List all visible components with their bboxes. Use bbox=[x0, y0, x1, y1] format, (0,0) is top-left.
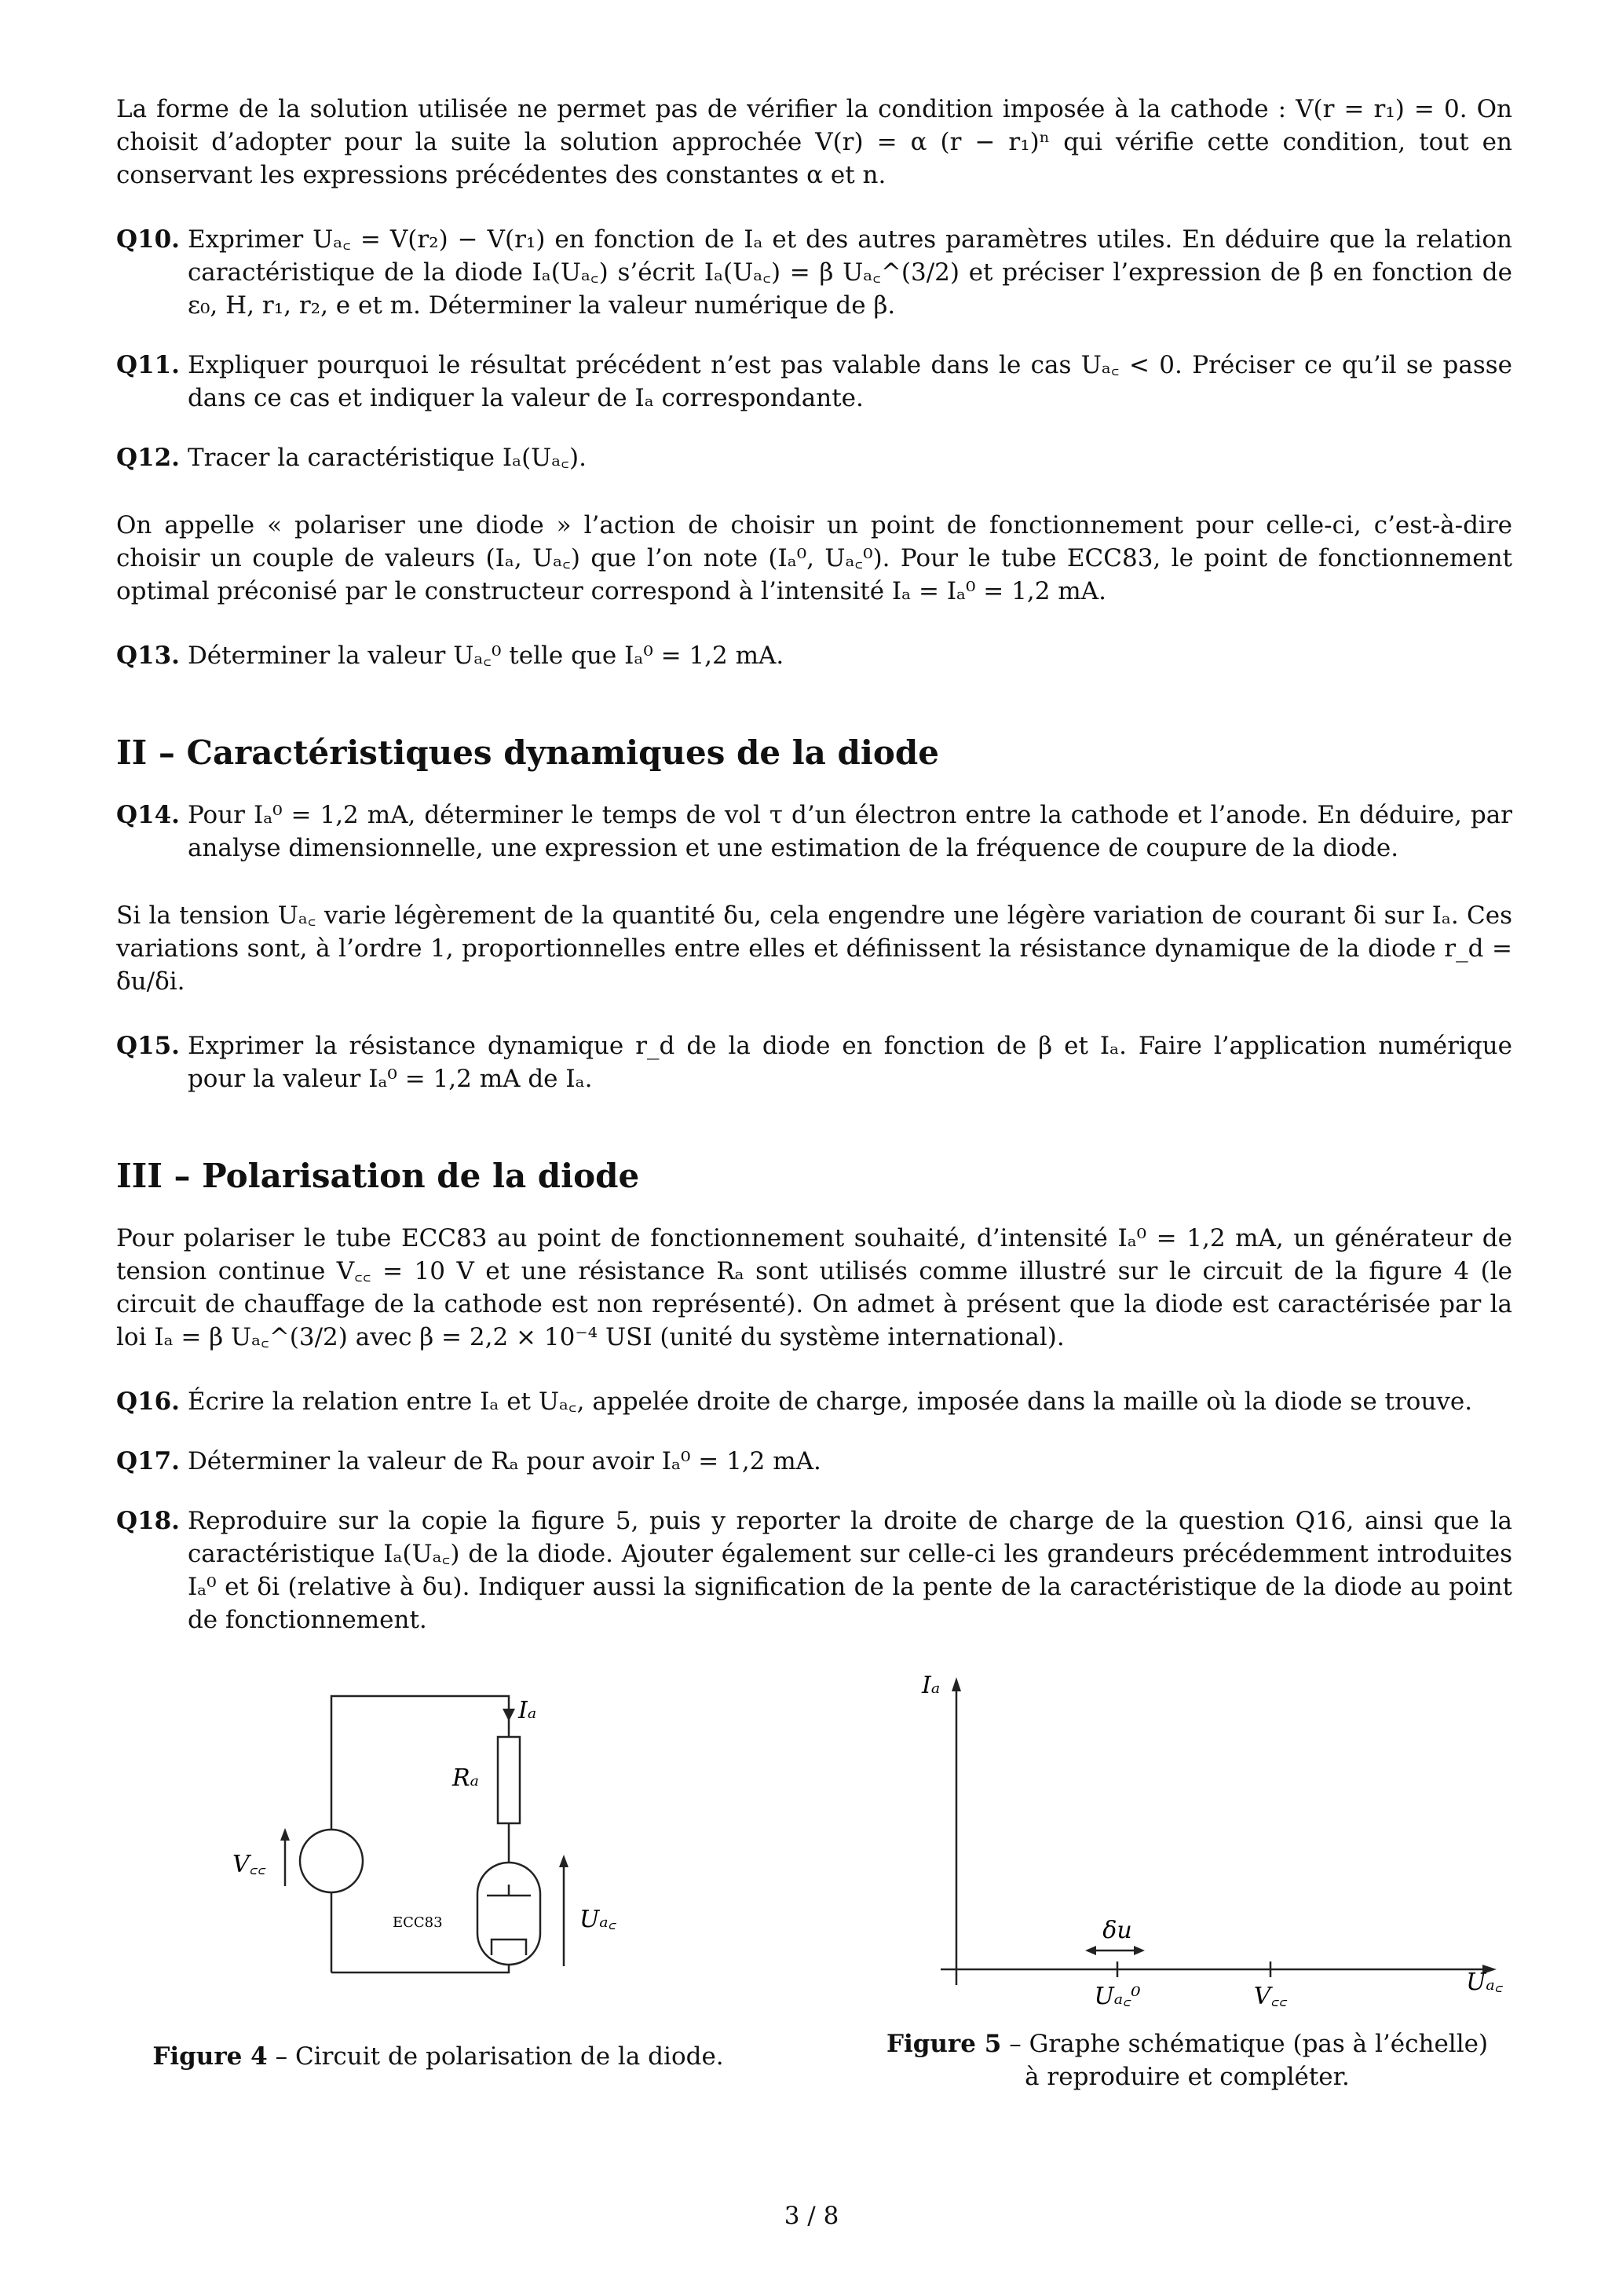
question-q17 bbox=[116, 1445, 1512, 1478]
question-q13 bbox=[116, 639, 1512, 672]
polarisation-paragraph: Pour polariser le tube ECC83 au point de fonctionnement souhaité, d’intensité Iₐ⁰ = 1,2 mA, un générateur de tension continue V꜀꜀ = 10 V et une résistance Rₐ sont utilisés comme illustré sur le circuit de la figure 4 (le circuit de chauffage de la cathode est non représenté). On admet à présent que la diode est caractérisée par la loi Iₐ = β Uₐ꜀^(3/2) avec β = 2,2 × 10⁻⁴ USI (unité du système international). bbox=[116, 1224, 1512, 1351]
label-ecc83: ECC83 bbox=[393, 1914, 443, 1931]
caption-label: Figure 4 bbox=[152, 2042, 268, 2071]
page-number: 3 / 8 bbox=[784, 2202, 839, 2230]
question-q11 bbox=[116, 349, 1512, 415]
question-q15 bbox=[116, 1029, 1512, 1095]
section-3-title: III – Polarisation de la diode bbox=[116, 1157, 640, 1195]
figure-4-caption bbox=[116, 2040, 760, 2073]
circuit-diagram bbox=[116, 1658, 760, 2035]
resistor-ra bbox=[498, 1737, 520, 1823]
delta-u-arrowhead-right bbox=[1134, 1946, 1145, 1955]
figure-4 bbox=[116, 1658, 760, 2130]
polariser-paragraph: On appelle « polariser une diode » l’action de choisir un point de fonctionnement pour celle-ci, c’est-à-dire choisir un couple de valeurs (Iₐ, Uₐ꜀) que l’on note (Iₐ⁰, Uₐ꜀⁰). Pour le tube ECC83, le point de fonctionnement optimal préconisé par le constructeur correspond à l’intensité Iₐ = Iₐ⁰ = 1,2 mA. bbox=[116, 511, 1512, 605]
question-text: Écrire la relation entre Iₐ et Uₐ꜀, appelée droite de charge, imposée dans la maille où la diode se trouve. bbox=[187, 1387, 1473, 1416]
ecc83-tube bbox=[477, 1863, 540, 1965]
question-label: Q11. bbox=[116, 351, 180, 379]
question-text: Déterminer la valeur Uₐ꜀⁰ telle que Iₐ⁰ = 1,2 mA. bbox=[187, 642, 784, 670]
question-label: Q14. bbox=[116, 801, 180, 829]
question-label: Q10. bbox=[116, 225, 180, 254]
label-delta-u: δu bbox=[1102, 1917, 1132, 1944]
question-label: Q13. bbox=[116, 642, 180, 670]
label-vcc: V꜀꜀ bbox=[232, 1851, 266, 1878]
question-text: Tracer la caractéristique Iₐ(Uₐ꜀). bbox=[187, 444, 587, 472]
caption-label: Figure 5 bbox=[886, 2030, 1002, 2058]
schematic-graph bbox=[862, 1658, 1512, 2012]
question-label: Q15. bbox=[116, 1032, 180, 1060]
label-axis-ia: Iₐ bbox=[922, 1672, 941, 1699]
question-text: Expliquer pourquoi le résultat précédent n’est pas valable dans le cas Uₐ꜀ < 0. Préciser ce qu’il se passe dans ce cas et indiquer la valeur de Iₐ correspondante. bbox=[187, 351, 1512, 412]
question-q16 bbox=[116, 1385, 1512, 1418]
voltage-source bbox=[300, 1830, 363, 1892]
caption-text: – Graphe schématique (pas à l’échelle) bbox=[1001, 2030, 1489, 2058]
caption-text: – Circuit de polarisation de la diode. bbox=[267, 2042, 724, 2071]
question-label: Q17. bbox=[116, 1447, 180, 1475]
question-q10 bbox=[116, 223, 1512, 322]
ia-arrowhead bbox=[503, 1709, 515, 1721]
page-content bbox=[116, 93, 1512, 1663]
label-ia: Iₐ bbox=[518, 1697, 537, 1724]
caption-line-2: à reproduire et compléter. bbox=[1025, 2063, 1350, 2091]
question-label: Q18. bbox=[116, 1507, 180, 1535]
label-u0: Uₐ꜀⁰ bbox=[1094, 1983, 1141, 2010]
uac-arrowhead bbox=[559, 1855, 568, 1867]
question-text: Pour Iₐ⁰ = 1,2 mA, déterminer le temps de vol τ d’un électron entre la cathode et l’anode. En déduire, par analyse dimensionnelle, une expression et une estimation de la fréquence de coupure de la diode. bbox=[187, 801, 1512, 862]
question-text: Déterminer la valeur de Rₐ pour avoir Iₐ⁰ = 1,2 mA. bbox=[187, 1447, 821, 1475]
figure-5-caption bbox=[862, 2027, 1512, 2093]
figure-5 bbox=[862, 1658, 1512, 2130]
question-q18 bbox=[116, 1504, 1512, 1636]
label-uac: Uₐ꜀ bbox=[579, 1906, 616, 1933]
figures-row bbox=[116, 1658, 1512, 2130]
intro-paragraph: La forme de la solution utilisée ne permet pas de vérifier la condition imposée à la cathode : V(r = r₁) = 0. On choisit d’adopter pour la suite la solution approchée V(r) = α (r − r₁)ⁿ qui vérifie cette condition, tout en conservant les expressions précédentes des constantes α et n. bbox=[116, 95, 1512, 189]
question-label: Q16. bbox=[116, 1387, 180, 1416]
question-label: Q12. bbox=[116, 444, 180, 472]
variation-paragraph: Si la tension Uₐ꜀ varie légèrement de la quantité δu, cela engendre une légère variation de courant δi sur Iₐ. Ces variations sont, à l’ordre 1, proportionnelles entre elles et définissent la résistance dynamique de la diode r_d = δu/δi. bbox=[116, 901, 1512, 996]
section-2-title: II – Caractéristiques dynamiques de la diode bbox=[116, 733, 939, 772]
question-q14 bbox=[116, 799, 1512, 865]
vcc-arrowhead bbox=[280, 1828, 290, 1841]
delta-u-arrowhead-left bbox=[1085, 1946, 1096, 1955]
question-text: Exprimer Uₐ꜀ = V(r₂) − V(r₁) en fonction de Iₐ et des autres paramètres utiles. En déduire que la relation caractéristique de la diode Iₐ(Uₐ꜀) s’écrit Iₐ(Uₐ꜀) = β Uₐ꜀^(3/2) et préciser l’expression de β en fonction de ε₀, H, r₁, r₂, e et m. Déterminer la valeur numérique de β. bbox=[187, 225, 1512, 320]
y-axis-arrowhead bbox=[952, 1677, 961, 1691]
label-axis-uac: Uₐ꜀ bbox=[1466, 1969, 1503, 1996]
question-q12 bbox=[116, 441, 1512, 474]
label-ra: Rₐ bbox=[452, 1764, 479, 1792]
label-vcc-tick: V꜀꜀ bbox=[1253, 1983, 1288, 2010]
question-text: Exprimer la résistance dynamique r_d de la diode en fonction de β et Iₐ. Faire l’application numérique pour la valeur Iₐ⁰ = 1,2 mA de Iₐ. bbox=[187, 1032, 1512, 1093]
question-text: Reproduire sur la copie la figure 5, puis y reporter la droite de charge de la question Q16, ainsi que la caractéristique Iₐ(Uₐ꜀) de la diode. Ajouter également sur celle-ci les grandeurs précédemment introduites Iₐ⁰ et δi (relative à δu). Indiquer aussi la signification de la pente de la caractéristique de la diode au point de fonctionnement. bbox=[187, 1507, 1512, 1634]
caption-line-1 bbox=[862, 2027, 1512, 2060]
